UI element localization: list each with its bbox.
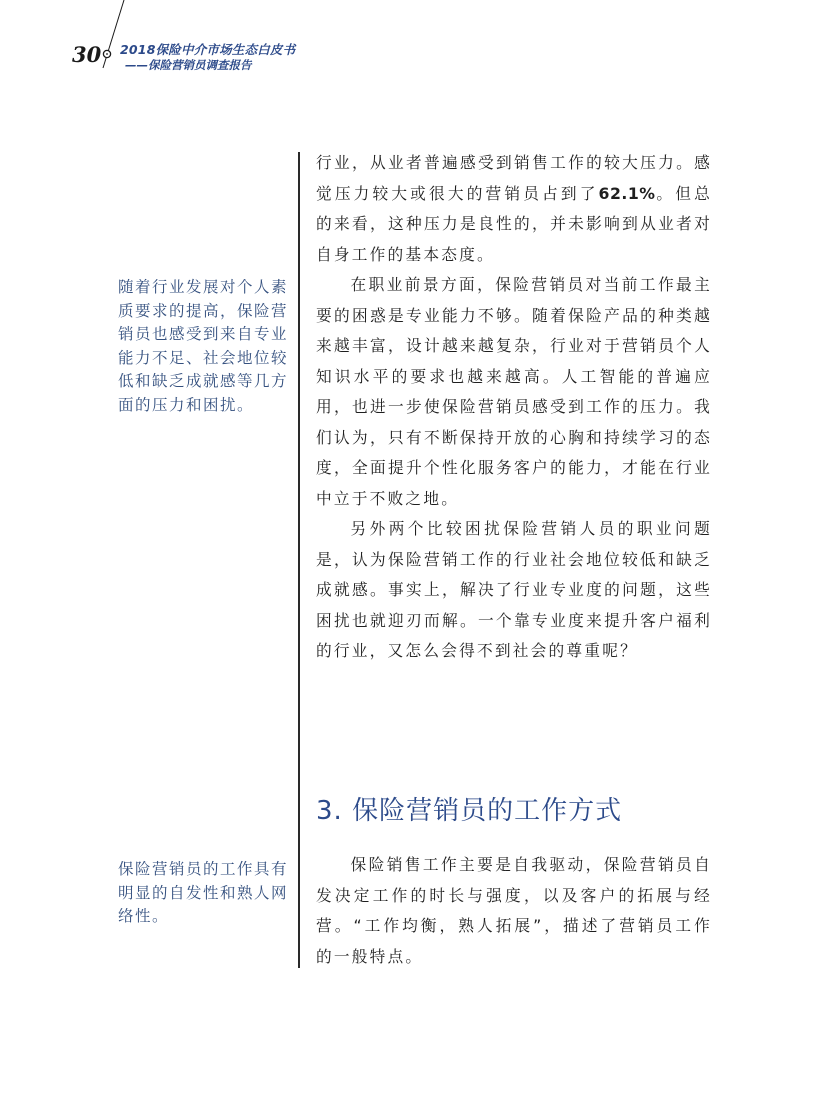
page-number: 30	[72, 42, 102, 67]
stat-highlight: 62.1%	[598, 183, 656, 203]
section-body	[316, 850, 712, 972]
column-divider	[298, 152, 300, 968]
header-decoration-line	[0, 0, 140, 80]
sidenote-work-style: 保险营销员的工作具有明显的自发性和熟人网络性。	[118, 860, 289, 925]
paragraph-pressure: 行业，从业者普遍感受到销售工作的较大压力。感觉压力较大或很大的营销员占到了62.1%。但总的来看，这种压力是良性的，并未影响到从业者对自身工作的基本态度。	[316, 153, 712, 264]
page-header	[0, 0, 827, 80]
section-heading: 3. 保险营销员的工作方式	[316, 796, 623, 826]
paragraph-status: 另外两个比较困扰保险营销人员的职业问题是，认为保险营销工作的行业社会地位较低和缺乏成就感。事实上，解决了行业专业度的问题，这些困扰也就迎刃而解。一个靠专业度来提升客户福利的行业，又怎么会得不到社会的尊重呢？	[316, 519, 712, 660]
header-title: 2018保险中介市场生态白皮书	[120, 42, 296, 57]
paragraph-career: 在职业前景方面，保险营销员对当前工作最主要的困惑是专业能力不够。随着保险产品的种类越来越丰富，设计越来越复杂，行业对于营销员个人知识水平的要求也越来越高。人工智能的普遍应用，也进一步使保险营销员感受到工作的压力。我们认为，只有不断保持开放的心胸和持续学习的态度，全面提升个性化服务客户的能力，才能在行业中立于不败之地。	[316, 275, 712, 508]
header-subtitle: ——保险营销员调查报告	[125, 58, 252, 72]
paragraph-work-style: 保险销售工作主要是自我驱动，保险营销员自发决定工作的时长与强度，以及客户的拓展与经营。“工作均衡，熟人拓展”，描述了营销员工作的一般特点。	[316, 855, 712, 966]
body-text	[316, 148, 712, 667]
sidenote-pressure: 随着行业发展对个人素质要求的提高，保险营销员也感受到来自专业能力不足、社会地位较低和缺乏成就感等几方面的压力和困扰。	[118, 278, 289, 414]
